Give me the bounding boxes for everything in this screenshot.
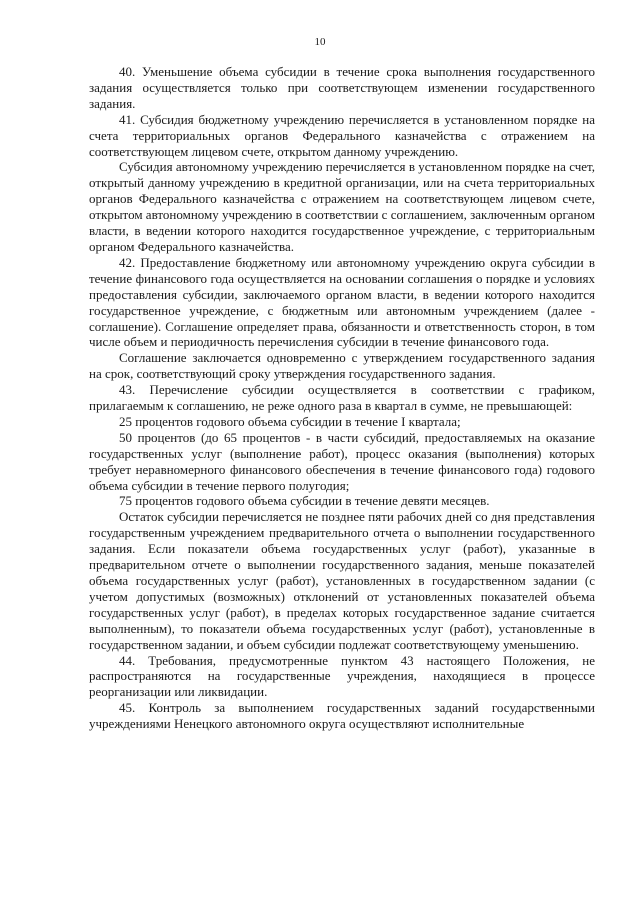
paragraph-42-agreement: Соглашение заключается одновременно с утверждением государственного задания на срок, соответствующий сроку утверждения государственного задания. [89,350,595,382]
paragraph-43-q1: 25 процентов годового объема субсидии в течение I квартала; [119,413,461,429]
paragraph-41-autonomous: Субсидия автономному учреждению перечисляется в установленном порядке на счет, открытый данному учреждению в кредитной организации, или на счета территориальных органов Федерального казначейства с отражением на соответствующем лицевом счете, открытом автономному учреждению в соответствии с соглашением, заключенным органом власти, в ведении которого находится государственное учреждение, с территориальным органом Федерального казначейства. [89,159,595,254]
paragraph-42: 42. Предоставление бюджетному или автономному учреждению округа субсидии в течение финансового года осуществляется на основании соглашения о порядке и условиях предоставления субсидии, заключаемого органом власти, в ведении которого находится государственное учреждение, с бюджетным или автономным учреждением (далее - соглашение). Соглашение определяет права, обязанности и ответственность сторон, в том числе объем и периодичность перечисления субсидии в течение финансового года. [89,254,595,350]
paragraph-45: 45. Контроль за выполнением государственных заданий государственными учреждениями Ненецкого автономного округа осуществляют исполнительные [89,700,595,732]
paragraph-40: 40. Уменьшение объема субсидии в течение срока выполнения государственного задания осуществляется только при соответствующем изменении государственного задания. [89,64,595,111]
document-body [89,64,595,732]
paragraph-43-nine-months: 75 процентов годового объема субсидии в течение девяти месяцев. [119,493,490,509]
page-number: 10 [314,36,326,48]
paragraph-44: 44. Требования, предусмотренные пунктом 43 настоящего Положения, не распространяются на государственные учреждения, находящиеся в процессе реорганизации или ликвидации. [89,652,595,700]
paragraph-41: 41. Субсидия бюджетному учреждению перечисляется в установленном порядке на счета территориальных органов Федерального казначейства с отражением на соответствующем лицевом счете, открытом данному учреждению. [89,111,595,159]
paragraph-43-half-year: 50 процентов (до 65 процентов - в части субсидий, предоставляемых на оказание государственных услуг (выполнение работ), процесс оказания (выполнения) которых требует неравномерного финансового обеспечения в течение финансового года) годового объема субсидии в течение первого полугодия; [89,429,595,493]
paragraph-43: 43. Перечисление субсидии осуществляется в соответствии с графиком, прилагаемым к соглашению, не реже одного раза в квартал в сумме, не превышающей: [89,382,595,414]
paragraph-43-remainder: Остаток субсидии перечисляется не позднее пяти рабочих дней со дня представления государственным учреждением предварительного отчета о выполнении государственного задания. Если показатели объема государственных услуг (работ), указанные в предварительном отчете о выполнении государственного задания, меньше показателей объема государственных услуг (работ), установленных в государственном задании (с учетом допустимых (возможных) отклонений от установленных показателей объема государственных услуг (работ), в пределах которых государственное задание считается выполненным), то показатели объема государственных услуг (работ), установленные в государственном задании, и объем субсидии подлежат соответствующему уменьшению. [89,509,595,652]
